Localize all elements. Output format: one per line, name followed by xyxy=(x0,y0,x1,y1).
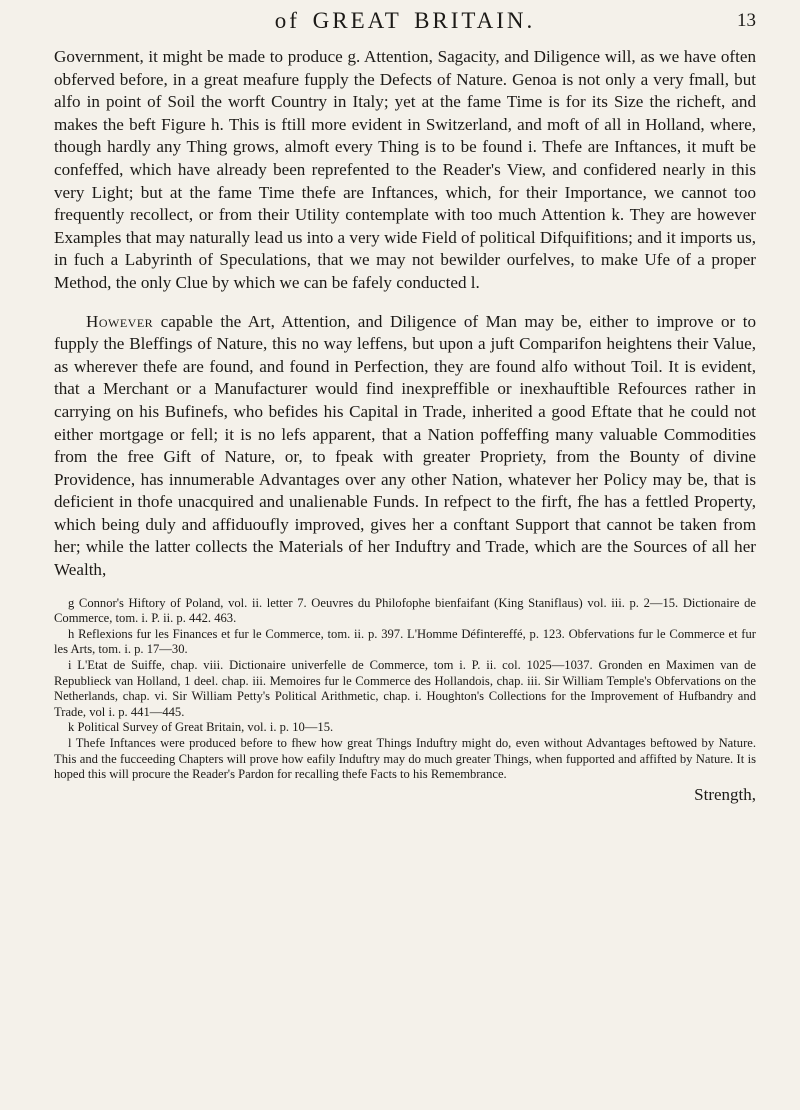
running-head xyxy=(54,0,756,46)
footnote-k: k Political Survey of Great Britain, vol. i. p. 10—15. xyxy=(68,720,334,735)
footnote-l: l Thefe Inftances were produced before to fhew how great Things Induftry might do, even without Advantages beftowed by Nature. This and the fucceeding Chapters will prove how eafily Induftry may do much greater Things, when fupported and affifted by Nature. It is hoped this will procure the Reader's Pardon for recalling thefe Facts to his Remembrance. xyxy=(54,736,756,782)
page-number: 13 xyxy=(737,10,756,31)
paragraph-2-lead: However xyxy=(86,311,154,331)
footnote-h: h Reflexions fur les Finances et fur le Commerce, tom. ii. p. 397. L'Homme Défintereffé, p. 123. Obfervations fur le Commerce et fur les Arts, tom. i. p. 17—30. xyxy=(54,626,756,657)
footnotes xyxy=(54,596,756,783)
footnote-i: i L'Etat de Suiffe, chap. viii. Dictionaire univerfelle de Commerce, tom i. P. ii. col. 1025—1037. Gronden en Maximen van de Republieck van Holland, 1 deel. chap. iii. Memoires fur le Commerce des Hollandois, chap. iii. Sir William Temple's Obfervations on the Netherlands, chap. vi. Sir William Petty's Political Arithmetic, chap. i. Houghton's Collections for the Improvement of Hufbandry and Trade, vol i. p. 441—445. xyxy=(54,658,756,719)
catchword: Strength, xyxy=(694,784,756,804)
main-text xyxy=(54,46,756,582)
paragraph-2-text: capable the Art, Attention, and Diligence of Man may be, either to improve or to fupply the Bleffings of Nature, this no way leffens, but upon a juft Comparifon heightens their Value, as wherever thefe are found, and found in Perfection, they are found alfo without Toil. It is evident, that a Merchant or a Manufacturer would find inexpreffible or inexhauftible Refources rather in carrying on his Bufinefs, who befides his Capital in Trade, inherited a good Eftate that he could not either mortgage or fell; it is no lefs apparent, that a Nation poffeffing many valuable Commodities from the free Gift of Nature, or, to fpeak with greater Propriety, from the Bounty of divine Providence, has innumerable Advantages over any other Nation, whatever her Policy may be, that is deficient in thofe unacquired and unalienable Funds. In refpect to the firft, fhe has a fettled Property, which being duly and affiduoufly improved, gives her a conftant Support that cannot be taken from her; while the latter collects the Materials of her Induftry and Trade, which are the Sources of all her Wealth, xyxy=(54,311,756,580)
paragraph-1: Government, it might be made to produce g. Attention, Sagacity, and Diligence will, as we have often obferved before, in a great meafure fupply the Defects of Nature. Genoa is not only a very fmall, but alfo in point of Soil the worft Country in Italy; yet at the fame Time is for its Size the richeft, and makes the beft Figure h. This is ftill more evident in Switzerland, and moft of all in Holland, where, though hardly any Thing grows, almoft every Thing is to be found i. Thefe are Inftances, it muft be confeffed, which have already been reprefented to the Reader's View, and confidered nearly in this very Light; but at the fame Time thefe are Inftances, which, for their Importance, we cannot too frequently recollect, or from their Utility contemplate with too much Attention k. They are however Examples that may naturally lead us into a very wide Field of political Difquifitions; and it imports us, in fuch a Labyrinth of Speculations, that we may not bewilder ourfelves, to make Ufe of a proper Method, the only Clue by which we can be fafely conducted l. xyxy=(54,47,756,292)
paragraph-2 xyxy=(54,311,756,582)
running-title: of GREAT BRITAIN. xyxy=(274,8,536,33)
footnote-g: g Connor's Hiftory of Poland, vol. ii. letter 7. Oeuvres du Philofophe bienfaifant (King Staniflaus) vol. iii. p. 2—15. Dictionaire de Commerce, tom. i. P. ii. p. 442. 463. xyxy=(54,595,756,626)
